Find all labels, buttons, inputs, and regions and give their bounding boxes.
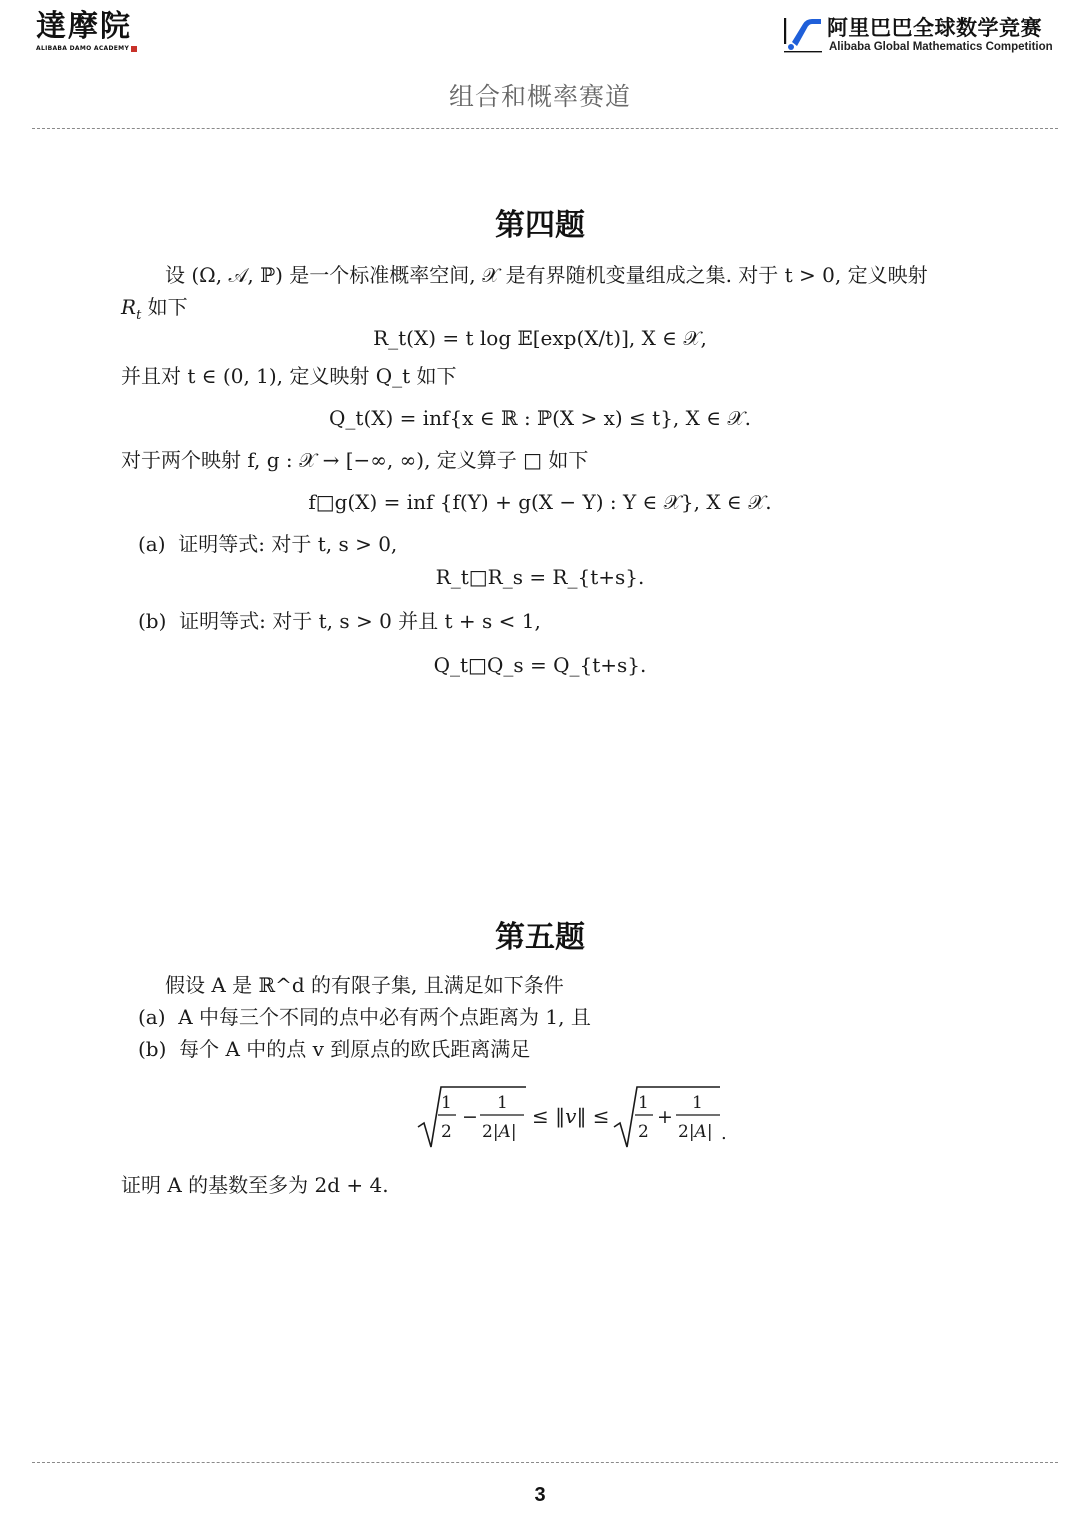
problem5-intro: 假设 A 是 ℝ^d 的有限子集, 且满足如下条件 xyxy=(165,973,564,997)
svg-text:2: 2 xyxy=(638,1122,649,1142)
competition-logo-subtext: Alibaba Global Mathematics Competition xyxy=(829,41,1053,53)
svg-text:1: 1 xyxy=(497,1093,508,1113)
part-a-label: (a) xyxy=(138,532,166,556)
problem4-part-b xyxy=(138,608,541,634)
competition-logo-text: 阿里巴巴全球数学竞赛 xyxy=(827,16,1042,40)
problem5-condition-b: (b) 每个 A 中的点 v 到原点的欧氏距离满足 xyxy=(138,1037,531,1061)
competition-logo xyxy=(783,12,1058,56)
damo-logo-text: 達摩院 xyxy=(36,9,132,44)
svg-text:−: − xyxy=(462,1106,478,1128)
problem5-formula xyxy=(0,1075,1080,1160)
problem4-equation3: f□g(X) = inf {f(Y) + g(X − Y) : Y ∈ 𝒳}, X ∈ 𝒳. xyxy=(308,490,772,514)
part-b-label: (b) xyxy=(138,609,167,633)
svg-text:2: 2 xyxy=(441,1122,452,1142)
problem5-conclusion: 证明 A 的基数至多为 2d + 4. xyxy=(121,1173,389,1197)
problem4-equation1: R_t(X) = t log 𝔼[exp(X/t)], X ∈ 𝒳, xyxy=(373,326,707,350)
seal-icon xyxy=(131,46,137,52)
svg-text:+: + xyxy=(657,1106,673,1128)
damo-logo-subtext: ALIBABA DAMO ACADEMY xyxy=(36,45,130,52)
problem5-condition-a: (a) A 中每三个不同的点中必有两个点距离为 1, 且 xyxy=(138,1005,591,1029)
problem4-title: 第四题 xyxy=(495,208,585,243)
svg-text:1: 1 xyxy=(441,1093,452,1113)
problem4-intro-line2: $R_t$ 如下 xyxy=(121,295,188,323)
svg-text:.: . xyxy=(721,1123,727,1144)
svg-text:1: 1 xyxy=(638,1093,649,1113)
part-a-text: 证明等式: 对于 t, s > 0, xyxy=(178,532,398,556)
problem4-line3: 对于两个映射 f, g : 𝒳 → [−∞, ∞), 定义算子 □ 如下 xyxy=(121,448,589,472)
competition-logo-icon xyxy=(783,14,823,54)
svg-text:2|A|: 2|A| xyxy=(482,1122,517,1142)
problem4-part-b-equation: Q_t□Q_s = Q_{t+s}. xyxy=(433,653,647,677)
page-number: 3 xyxy=(534,1484,546,1506)
damo-academy-logo xyxy=(36,10,137,52)
problem5-title: 第五题 xyxy=(495,920,585,955)
bottom-divider xyxy=(32,1462,1058,1463)
problem4-part-a xyxy=(138,531,397,557)
problem4-part-a-equation: R_t□R_s = R_{t+s}. xyxy=(435,565,645,589)
svg-text:2|A|: 2|A| xyxy=(678,1122,713,1142)
problem4-line2: 并且对 t ∈ (0, 1), 定义映射 Q_t 如下 xyxy=(121,364,457,388)
svg-text:≤ ‖v‖ ≤: ≤ ‖v‖ ≤ xyxy=(532,1104,610,1128)
track-title: 组合和概率赛道 xyxy=(448,82,631,111)
part-b-text: 证明等式: 对于 t, s > 0 并且 t + s < 1, xyxy=(179,609,541,633)
problem4-equation2: Q_t(X) = inf{x ∈ ℝ : ℙ(X > x) ≤ t}, X ∈ 𝒳. xyxy=(329,406,751,430)
problem4-intro-line1: 设 (Ω, 𝒜, ℙ) 是一个标准概率空间, 𝒳 是有界随机变量组成之集. 对于 t > 0, 定义映射 xyxy=(165,263,928,287)
svg-text:1: 1 xyxy=(692,1093,703,1113)
top-divider xyxy=(32,128,1058,129)
